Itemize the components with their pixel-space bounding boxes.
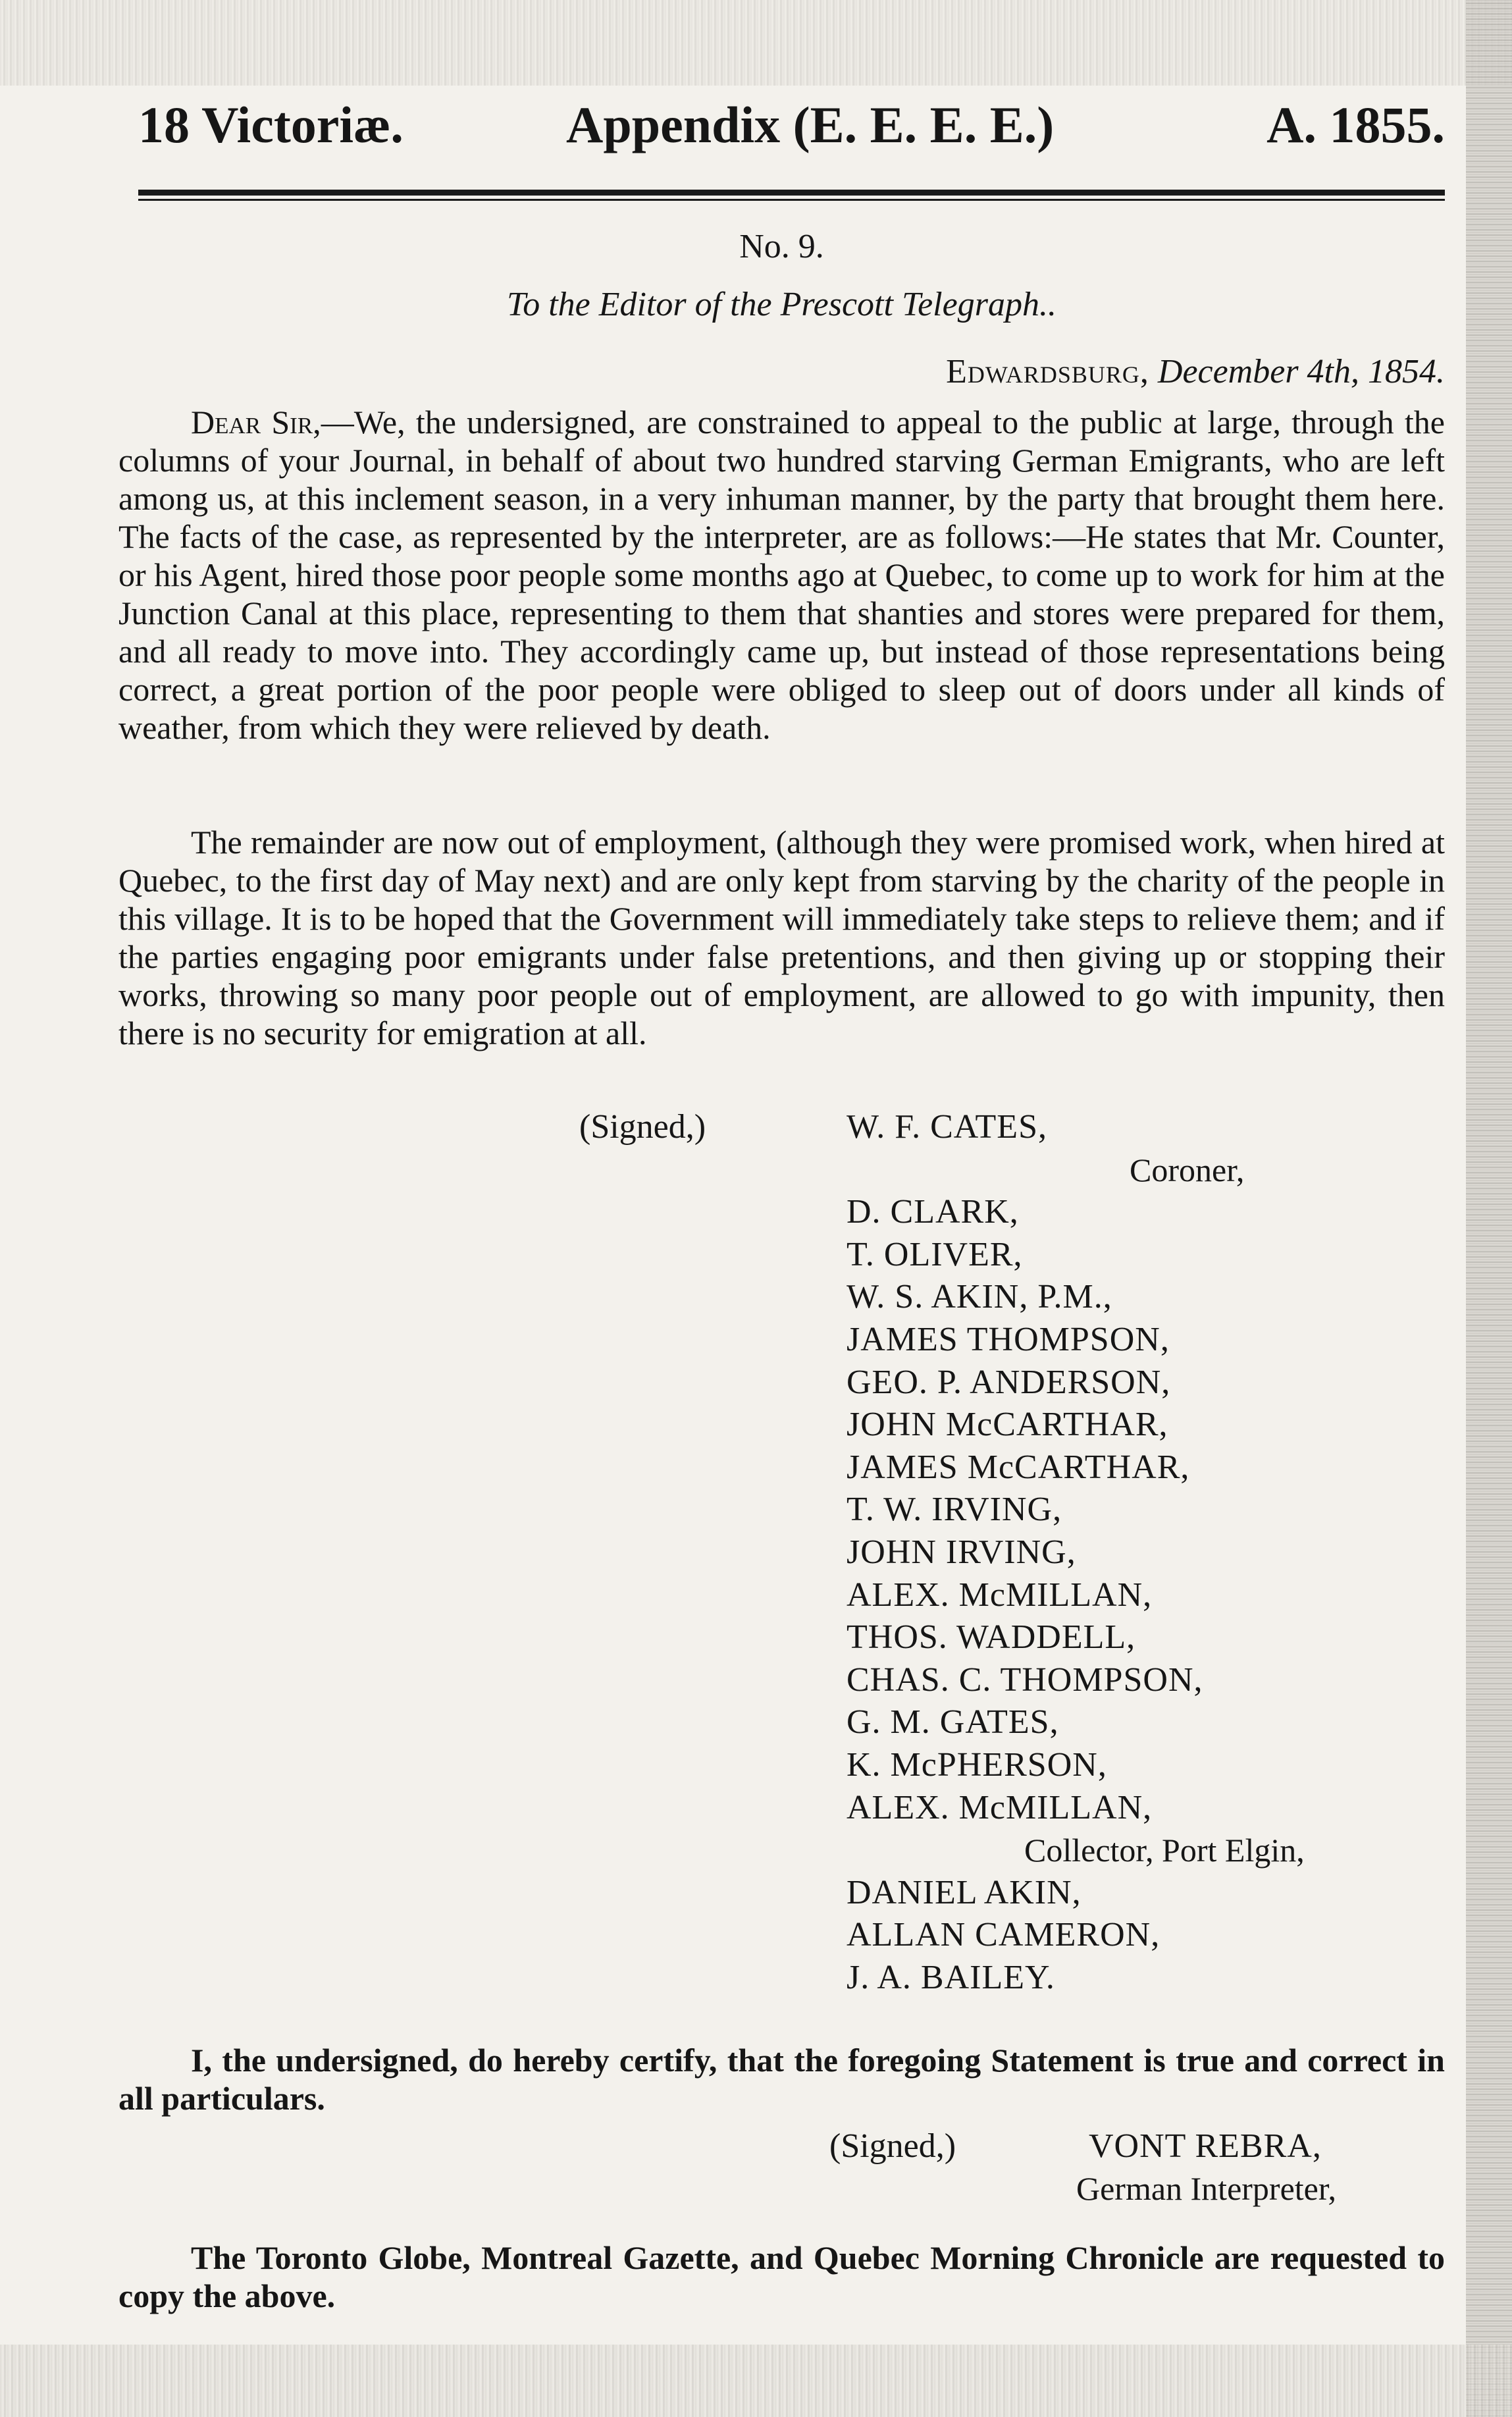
signatory-name: CHAS. C. THOMPSON, — [847, 1660, 1203, 1699]
signatory-name: JAMES McCARTHAR, — [847, 1448, 1190, 1486]
letter-number: No. 9. — [739, 228, 824, 265]
header-rule-thick — [138, 190, 1445, 196]
signatory-name: JOHN IRVING, — [847, 1533, 1076, 1571]
signatory-name: W. F. CATES, — [847, 1108, 1047, 1146]
interpreter-role: German Interpreter, — [1076, 2170, 1336, 2207]
signatory-name: ALLAN CAMERON, — [847, 1916, 1160, 1954]
interpreter-signed-label: (Signed,) — [829, 2127, 956, 2165]
signed-label: (Signed,) — [579, 1108, 706, 1146]
dateline-date: December 4th, 1854. — [1157, 353, 1445, 390]
body-paragraph-1 — [118, 403, 1445, 747]
paragraph-2-text: The remainder are now out of employment, (although they were promised work, when hired at Quebec, to the first day of May next) and are only kept from starving by the charity of the people in this village. It is to be hoped that the Government will immediately take steps to relieve them; and if the parties engaging poor emigrants under false pretentions, and then giving up or stopping their works, throwing so many poor people out of employment, are allowed to go with impunity, then there is no security for emigration at all. — [118, 824, 1445, 1051]
document-page — [118, 0, 1445, 2417]
signatory-name: D. CLARK, — [847, 1193, 1019, 1231]
header-center: Appendix (E. E. E. E.) — [566, 96, 1055, 153]
signatory-name: W. S. AKIN, P.M., — [847, 1278, 1112, 1316]
signatory-name: DANIEL AKIN, — [847, 1873, 1082, 1911]
signatory-name: JAMES THOMPSON, — [847, 1320, 1170, 1358]
dateline — [946, 349, 1445, 395]
signatory-name: G. M. GATES, — [847, 1703, 1059, 1741]
body-paragraph-2 — [118, 823, 1445, 1052]
signatory-name: GEO. P. ANDERSON, — [847, 1363, 1171, 1401]
scan-noise-right — [1466, 0, 1512, 2417]
certification-text: I, the undersigned, do hereby certify, that the foregoing Statement is true and correct in all particulars. — [118, 2042, 1445, 2117]
signatory-name: ALEX. McMILLAN, — [847, 1788, 1153, 1826]
signatory-name: K. McPHERSON, — [847, 1745, 1107, 1784]
dateline-place: Edwardsburg, — [946, 353, 1149, 390]
certification-paragraph — [118, 2041, 1445, 2117]
signatory-name: THOS. WADDELL, — [847, 1618, 1136, 1657]
signatory-title: Collector, Port Elgin, — [1024, 1832, 1305, 1869]
header-right: A. 1855. — [1266, 96, 1445, 153]
interpreter-name: VONT REBRA, — [1089, 2127, 1322, 2165]
header-rule-thin — [138, 199, 1445, 201]
signatory-list — [847, 1106, 1445, 1999]
header-left: 18 Victoriæ. — [138, 96, 404, 153]
copy-request-paragraph — [118, 2239, 1445, 2315]
paragraph-1-text: —We, the undersigned, are constrained to appeal to the public at large, through the columns of your Journal, in behalf of about two hundred starving German Emigrants, who are left among us, at this inclement season, in a very inhuman manner, by the party that brought them here. The facts of the case, as represented by the interpreter, are as follows:—He states that Mr. Counter, or his Agent, hired those poor people some months ago at Quebec, to come up to work for him at the Junction Canal at this place, representing to them that shanties and stores were prepared for them, and all ready to move into. They accordingly came up, but instead of those representations being correct, a great portion of the poor people were obliged to sleep out of doors under all kinds of weather, from which they were relieved by death. — [118, 404, 1445, 746]
signatory-name: T. W. IRVING, — [847, 1491, 1062, 1529]
signatory-name: ALEX. McMILLAN, — [847, 1576, 1153, 1614]
signatory-name: T. OLIVER, — [847, 1235, 1023, 1273]
signatory-name: JOHN McCARTHAR, — [847, 1406, 1168, 1444]
copy-request-text: The Toronto Globe, Montreal Gazette, and Quebec Morning Chronicle are requested to copy the above. — [118, 2239, 1445, 2314]
salutation: Dear Sir, — [191, 404, 321, 440]
signatory-name: J. A. BAILEY. — [847, 1958, 1055, 1996]
running-header — [138, 92, 1445, 158]
addressee-line: To the Editor of the Prescott Telegraph.. — [507, 286, 1056, 323]
signatory-title: Coroner, — [1130, 1151, 1245, 1188]
